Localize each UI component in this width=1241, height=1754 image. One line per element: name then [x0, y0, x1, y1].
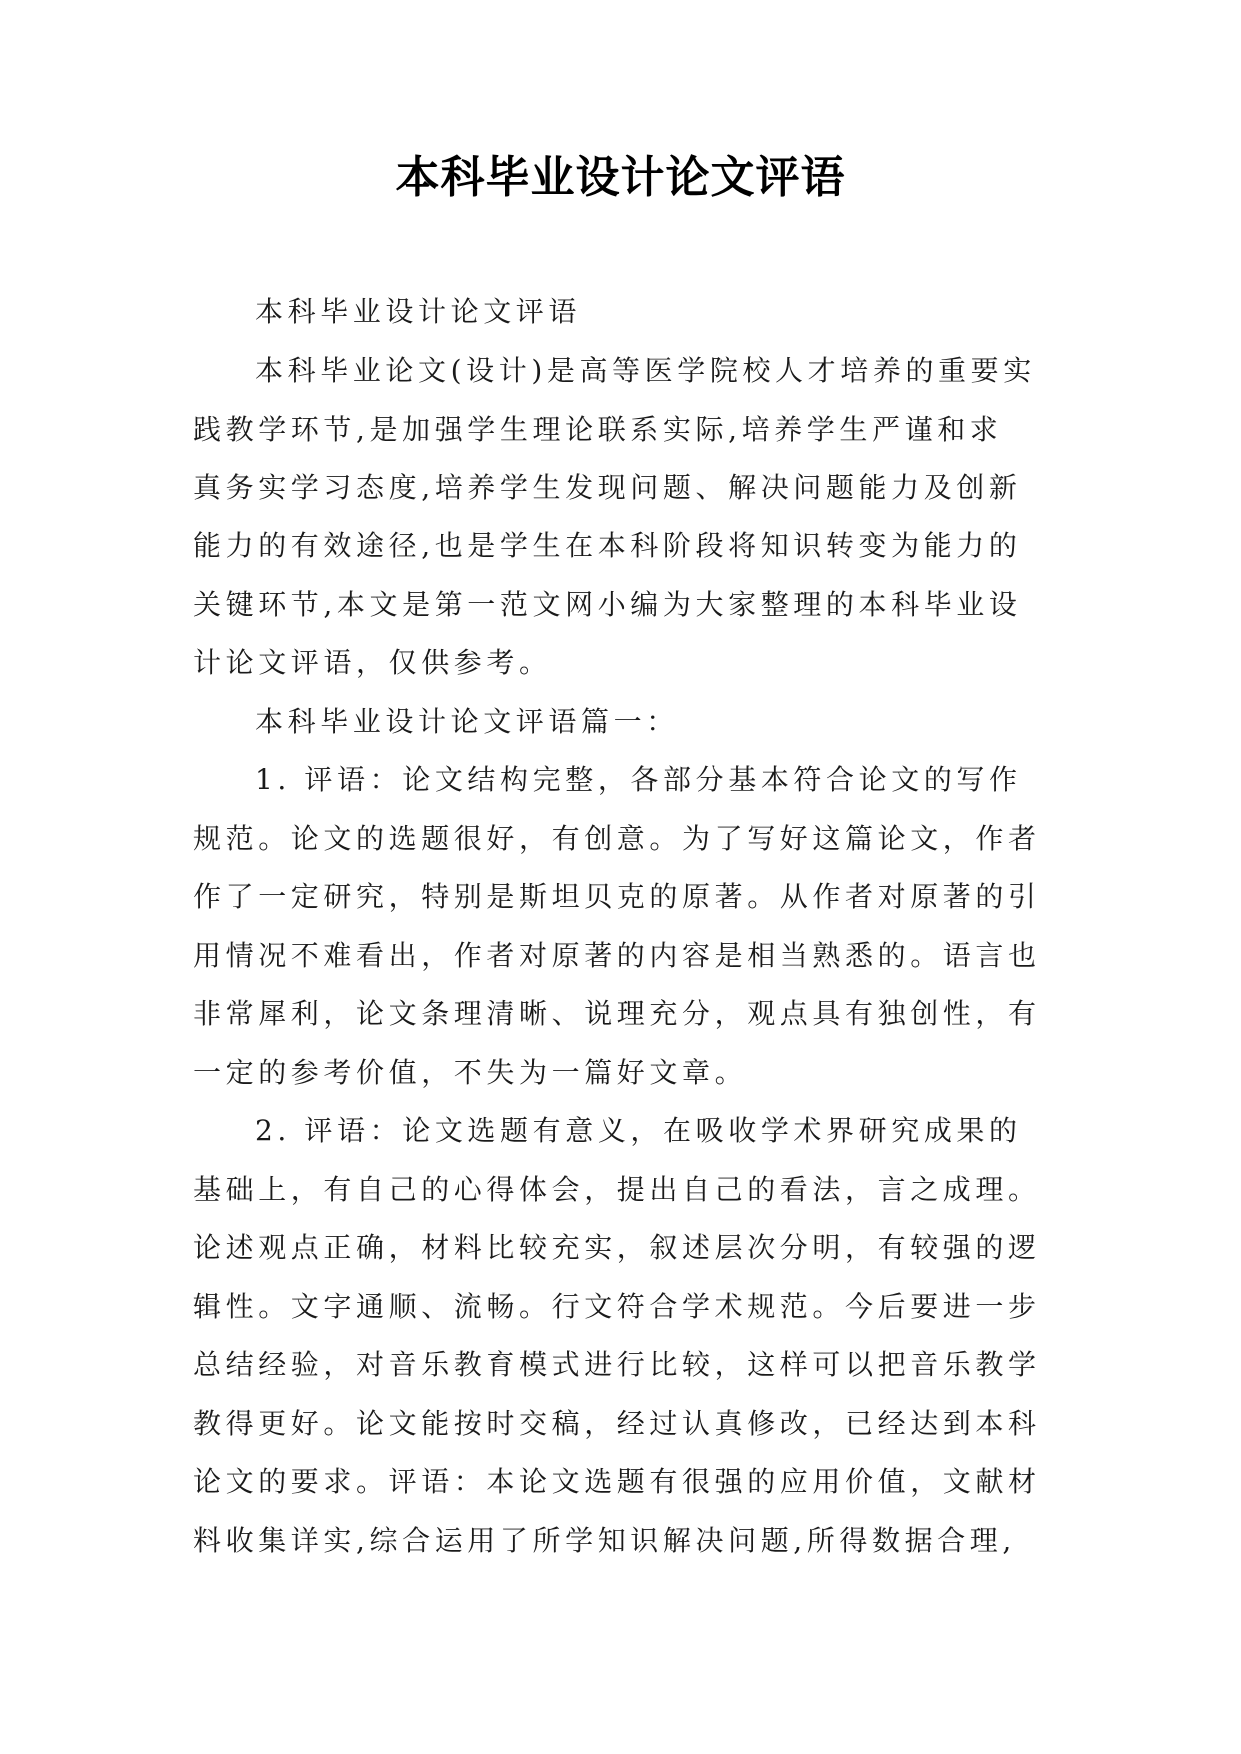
paragraph-line: 计论文评语，仅供参考。: [193, 646, 552, 679]
paragraph-line: 用情况不难看出，作者对原著的内容是相当熟悉的。语言也: [193, 939, 1041, 972]
paragraph-line: 一定的参考价值，不失为一篇好文章。: [193, 1056, 748, 1089]
paragraph-line: 能力的有效途径,也是学生在本科阶段将知识转变为能力的: [193, 529, 1022, 562]
paragraph-line: 料收集详实,综合运用了所学知识解决问题,所得数据合理,: [193, 1524, 1016, 1557]
paragraph-line: 2. 评语：论文选题有意义，在吸收学术界研究成果的: [255, 1114, 1022, 1147]
paragraph-line: 总结经验，对音乐教育模式进行比较，这样可以把音乐教学: [193, 1348, 1041, 1381]
paragraph-line: 教得更好。论文能按时交稿，经过认真修改，已经达到本科: [193, 1407, 1041, 1440]
paragraph-line: 规范。论文的选题很好，有创意。为了写好这篇论文，作者: [193, 822, 1041, 855]
paragraph-line: 真务实学习态度,培养学生发现问题、解决问题能力及创新: [193, 471, 1022, 504]
paragraph-line: 1. 评语：论文结构完整，各部分基本符合论文的写作: [255, 763, 1022, 796]
paragraph-line: 基础上，有自己的心得体会，提出自己的看法，言之成理。: [193, 1173, 1041, 1206]
section-heading: 本科毕业设计论文评语篇一：: [255, 705, 679, 738]
paragraph-line: 论述观点正确，材料比较充实，叙述层次分明，有较强的逻: [193, 1231, 1041, 1264]
paragraph-line: 非常犀利，论文条理清晰、说理充分，观点具有独创性，有: [193, 997, 1041, 1030]
paragraph-line: 践教学环节,是加强学生理论联系实际,培养学生严谨和求: [193, 413, 1003, 446]
paragraph-line: 辑性。文字通顺、流畅。行文符合学术规范。今后要进一步: [193, 1290, 1041, 1323]
document-title: 本科毕业设计论文评语: [395, 152, 846, 203]
paragraph-line: 论文的要求。评语：本论文选题有很强的应用价值，文献材: [193, 1465, 1041, 1498]
paragraph-line: 作了一定研究，特别是斯坦贝克的原著。从作者对原著的引: [193, 880, 1041, 913]
paragraph-line: 本科毕业设计论文评语: [255, 295, 582, 328]
paragraph-line: 关键环节,本文是第一范文网小编为大家整理的本科毕业设: [193, 588, 1022, 621]
paragraph-line: 本科毕业论文(设计)是高等医学院校人才培养的重要实: [255, 354, 1036, 387]
